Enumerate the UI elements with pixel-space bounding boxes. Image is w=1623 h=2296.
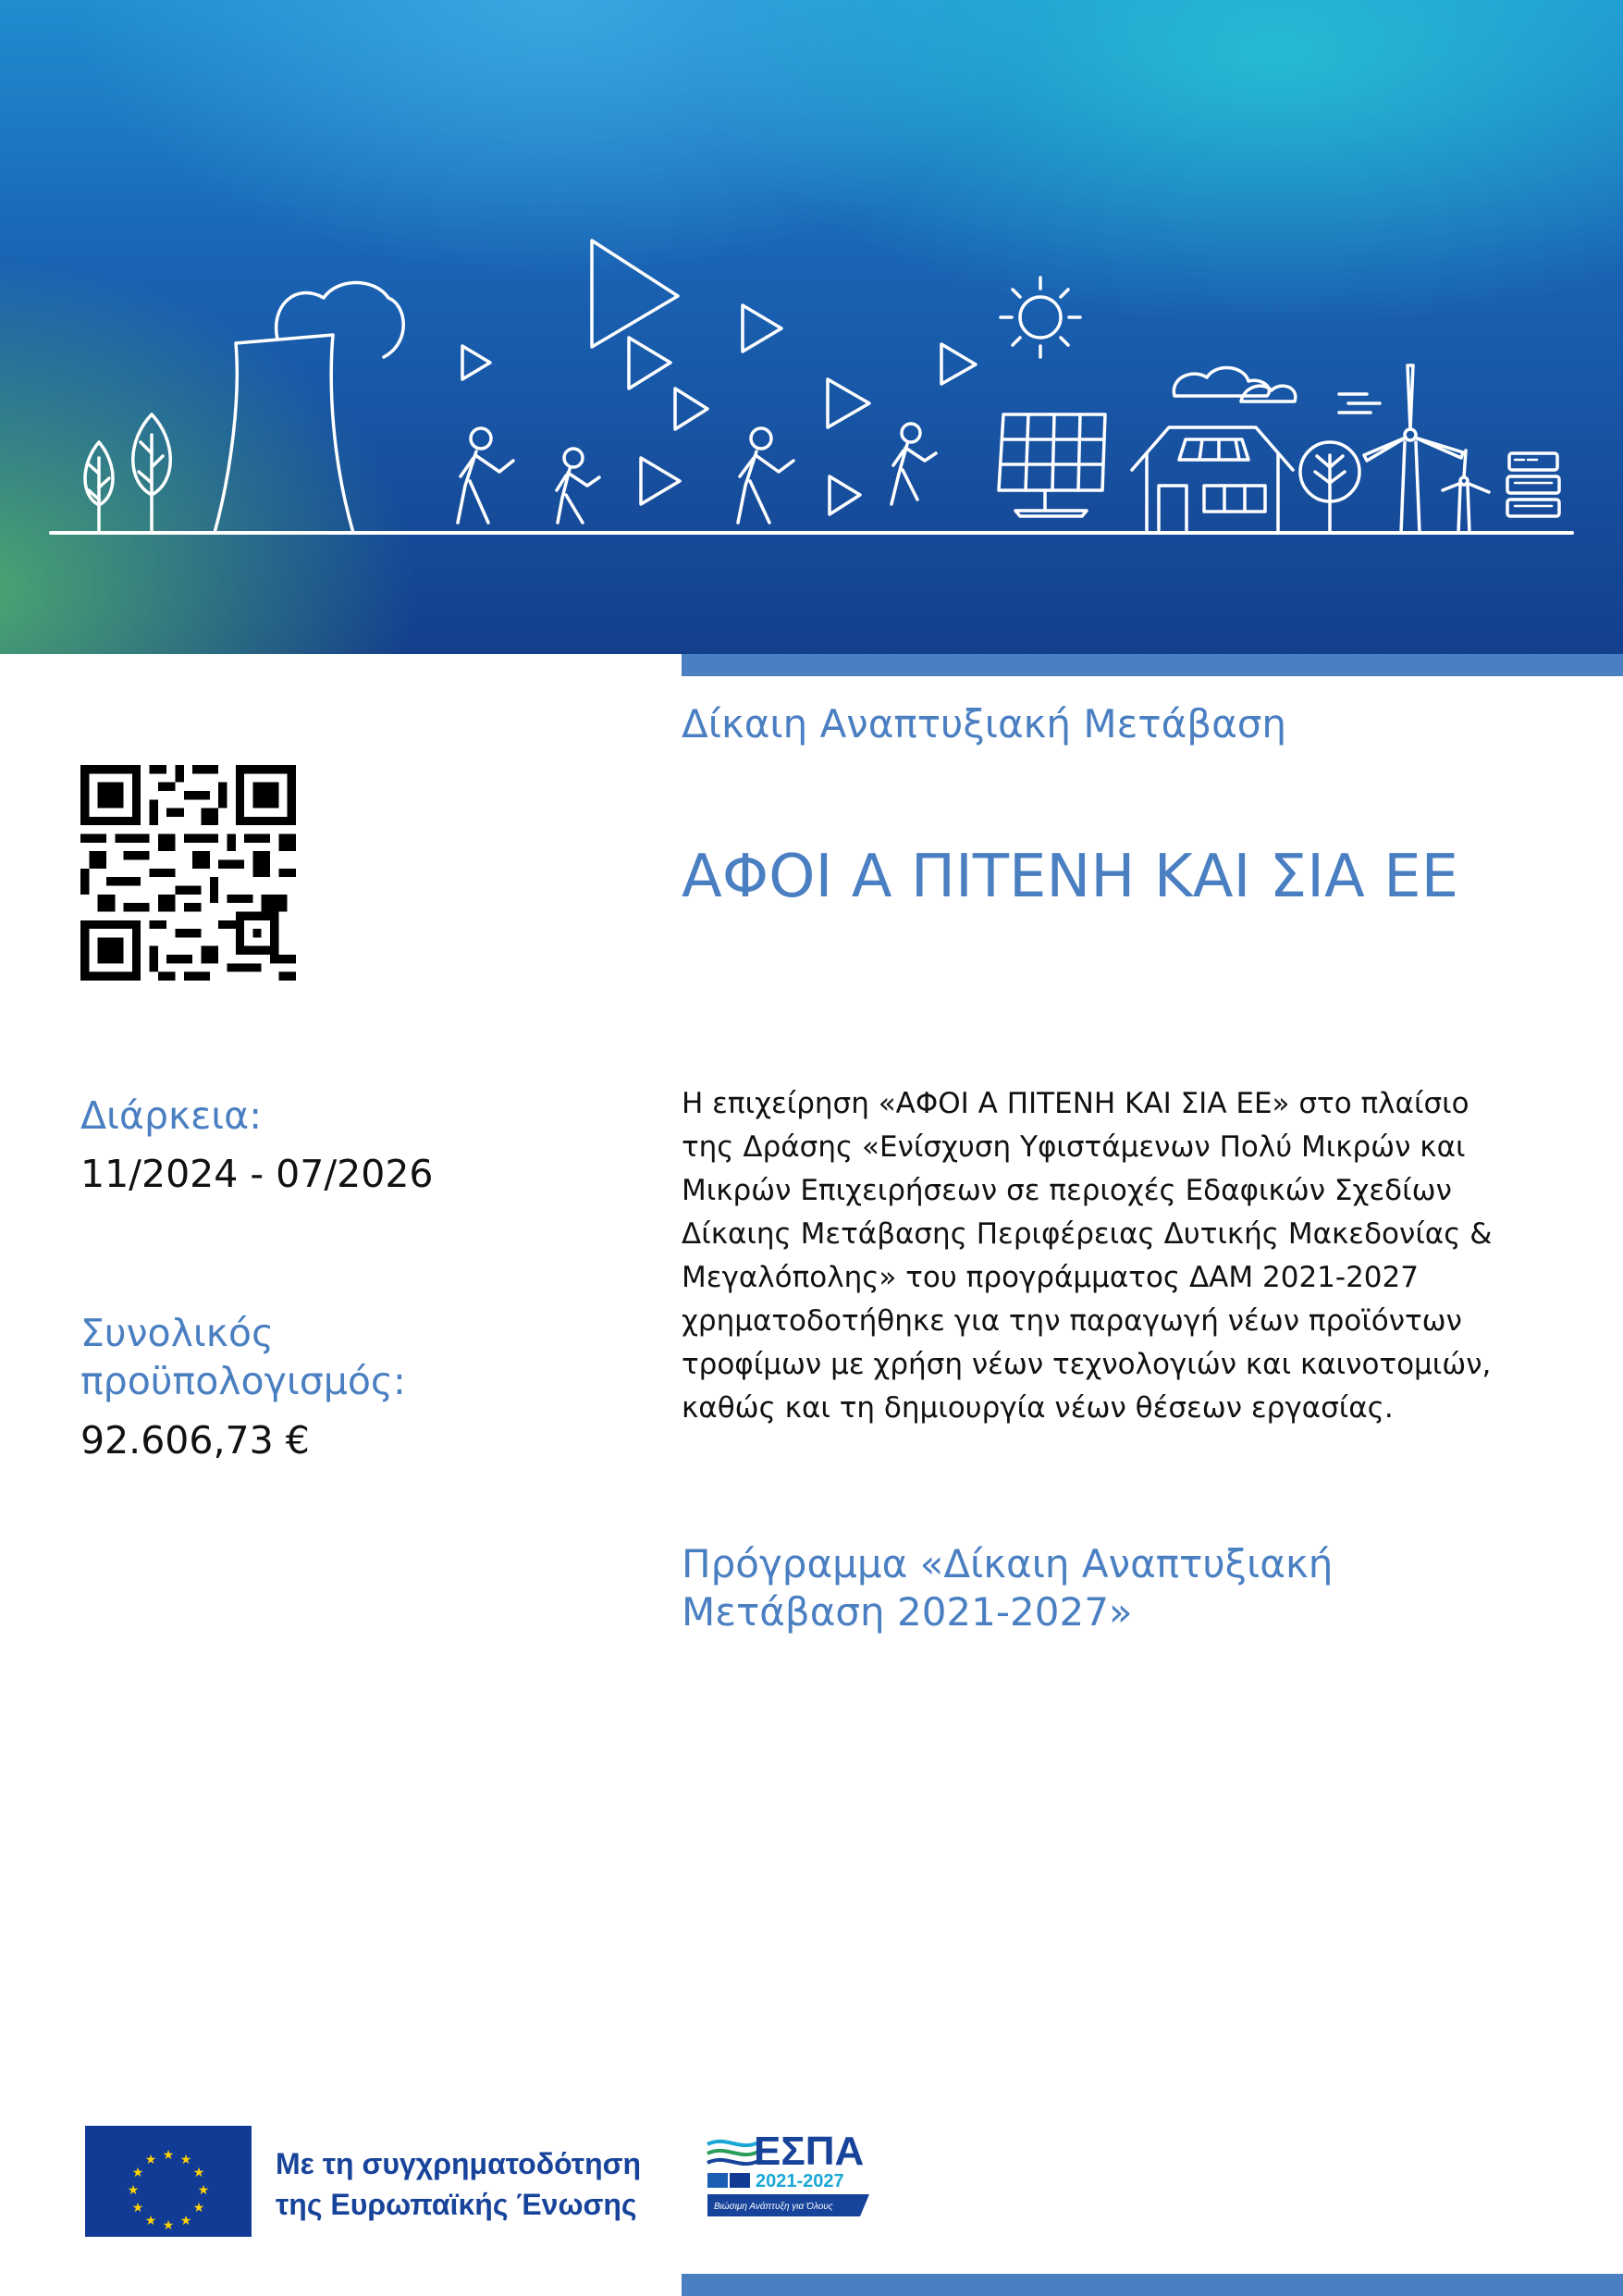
- play-arrow-icon: [675, 389, 707, 429]
- svg-text:★: ★: [162, 2148, 175, 2163]
- svg-text:★: ★: [162, 2218, 175, 2233]
- sun-icon: [1001, 278, 1080, 357]
- svg-text:★: ★: [179, 2153, 192, 2167]
- espa-years-text: 2021-2027: [756, 2171, 844, 2191]
- qr-code-icon: [80, 765, 296, 981]
- espa-slogan-text: Βιώσιμη Ανάπτυξη για Όλους: [714, 2202, 833, 2212]
- solar-panel-icon: [999, 414, 1105, 516]
- play-arrow-icon: [941, 344, 976, 384]
- play-arrow-icon: [743, 305, 781, 352]
- house-icon: [1132, 427, 1293, 533]
- svg-text:★: ★: [144, 2153, 157, 2167]
- svg-text:★: ★: [144, 2214, 157, 2228]
- eu-flag-icon: [85, 2126, 252, 2237]
- play-arrow-icon: [462, 346, 490, 379]
- company-title: ΑΦΟΙ Α ΠΙΤΕΝΗ ΚΑΙ ΣΙΑ ΕΕ: [682, 843, 1459, 911]
- header-banner: [0, 0, 1623, 654]
- wind-lines: [1339, 394, 1380, 413]
- wind-turbine-icon: [1364, 365, 1463, 533]
- walking-person-icon: [557, 449, 599, 523]
- program-subtitle: Δίκαιη Αναπτυξιακή Μετάβαση: [682, 701, 1286, 747]
- cooling-tower-icon: [215, 283, 403, 534]
- play-arrow-icon: [592, 241, 678, 347]
- svg-text:★: ★: [192, 2166, 205, 2180]
- project-description: Η επιχείρηση «ΑΦΟΙ Α ΠΙΤΕΝΗ ΚΑΙ ΣΙΑ ΕΕ» στο πλαίσιο της Δράσης «Ενίσχυση Υφιστάμενων Πολύ Μικρών και Μικρών Επιχειρήσεων σε περιοχές Εδαφικών Σχεδίων Δίκαιης Μετάβασης Περιφέρειας Δυτικής Μακεδονίας & Μεγαλόπολης» του προγράμματος ΔΑΜ 2021-2027 χρηματοδοτήθηκε για την παραγωγή νέων προϊόντων τροφίμων με χρήση νέων τεχνολογιών και καινοτομιών, καθώς και τη δημιουργία νέων θέσεων εργασίας.: [682, 1087, 1493, 1425]
- top-accent-bar: [682, 654, 1623, 676]
- duration-value: 11/2024 - 07/2026: [80, 1152, 434, 1196]
- cloud-icon: [1174, 367, 1295, 401]
- svg-text:★: ★: [127, 2183, 140, 2198]
- eu-line-1: Με τη συγχρηματοδότηση: [276, 2147, 642, 2180]
- eu-line-2: της Ευρωπαϊκής Ένωσης: [276, 2188, 637, 2221]
- play-arrow-icon: [830, 476, 860, 514]
- svg-text:★: ★: [197, 2183, 210, 2198]
- espa-logo-text: ΕΣΠΑ: [754, 2129, 865, 2174]
- walking-person-icon: [738, 428, 793, 523]
- svg-text:★: ★: [131, 2166, 144, 2180]
- svg-text:★: ★: [131, 2201, 144, 2216]
- program-name: Πρόγραμμα «Δίκαιη Αναπτυξιακή Μετάβαση 2021-2027»: [682, 1541, 1334, 1635]
- battery-icon: [1507, 453, 1559, 516]
- svg-text:★: ★: [192, 2201, 205, 2216]
- duration-label: Διάρκεια:: [80, 1093, 263, 1138]
- banner-illustration: [0, 0, 1623, 654]
- wind-turbine-icon: [1443, 451, 1489, 533]
- eu-cofunding-text: [276, 2143, 641, 2225]
- play-arrow-icon: [629, 338, 670, 389]
- walking-person-icon: [458, 428, 513, 523]
- play-arrow-icon: [828, 379, 869, 427]
- walking-person-icon: [891, 424, 936, 504]
- play-arrow-icon: [641, 458, 680, 504]
- budget-value: 92.606,73 €: [80, 1418, 310, 1463]
- budget-label: Συνολικός προϋπολογισμός:: [80, 1311, 406, 1403]
- tree-icon: [133, 414, 171, 533]
- bottom-accent-bar: [682, 2274, 1623, 2296]
- espa-logo: [703, 2124, 888, 2235]
- tree-icon: [85, 442, 113, 533]
- svg-text:★: ★: [179, 2214, 192, 2228]
- tree-icon: [1300, 442, 1359, 533]
